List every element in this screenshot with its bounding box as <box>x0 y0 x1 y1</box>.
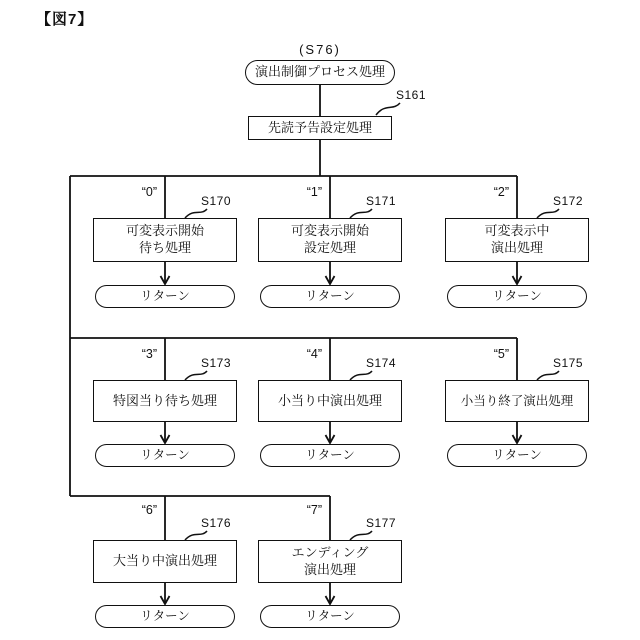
process-box-s175: 小当り終了演出処理 <box>445 380 589 422</box>
branch-case-4: “4” <box>306 347 322 361</box>
leader-s172 <box>537 209 559 218</box>
branch-case-0: “0” <box>141 185 157 199</box>
process-box-s174: 小当り中演出処理 <box>258 380 402 422</box>
branch-case-2: “2” <box>493 185 509 199</box>
process-box-s172: 可変表示中 演出処理 <box>445 218 589 262</box>
branch-case-1: “1” <box>306 185 322 199</box>
step-ref-s174: S174 <box>366 356 397 370</box>
start-step-ref: (S76) <box>299 42 341 57</box>
process-box-s161: 先読予告設定処理 <box>248 116 392 140</box>
return-terminal-1: リターン <box>260 285 400 308</box>
leader-s174 <box>350 371 372 380</box>
figure-label: 【図7】 <box>36 11 94 28</box>
leader-s175 <box>537 371 559 380</box>
step-ref-s171: S171 <box>366 194 397 208</box>
return-terminal-4: リターン <box>260 444 400 467</box>
step-ref-s177: S177 <box>366 516 397 530</box>
step-ref-s170: S170 <box>201 194 232 208</box>
process-box-s177: エンディング 演出処理 <box>258 540 402 583</box>
return-terminal-7: リターン <box>260 605 400 628</box>
branch-case-6: “6” <box>141 503 157 517</box>
leader-s170 <box>185 209 207 218</box>
branch-case-3: “3” <box>141 347 157 361</box>
start-terminal: 演出制御プロセス処理 <box>245 60 395 85</box>
process-box-s171: 可変表示開始 設定処理 <box>258 218 402 262</box>
step-ref-s172: S172 <box>553 194 584 208</box>
return-terminal-2: リターン <box>447 285 587 308</box>
return-terminal-6: リターン <box>95 605 235 628</box>
return-terminal-5: リターン <box>447 444 587 467</box>
leader-s171 <box>350 209 372 218</box>
process-box-s173: 特図当り待ち処理 <box>93 380 237 422</box>
leader-s161 <box>376 103 400 115</box>
leader-s177 <box>350 531 372 540</box>
leader-s173 <box>185 371 207 380</box>
branch-case-5: “5” <box>493 347 509 361</box>
leader-s176 <box>185 531 207 540</box>
process-box-s170: 可変表示開始 待ち処理 <box>93 218 237 262</box>
step-ref-s175: S175 <box>553 356 584 370</box>
return-terminal-3: リターン <box>95 444 235 467</box>
branch-case-7: “7” <box>306 503 322 517</box>
step-ref-s176: S176 <box>201 516 232 530</box>
return-terminal-0: リターン <box>95 285 235 308</box>
step-ref-s161: S161 <box>396 88 427 102</box>
process-box-s176: 大当り中演出処理 <box>93 540 237 583</box>
step-ref-s173: S173 <box>201 356 232 370</box>
